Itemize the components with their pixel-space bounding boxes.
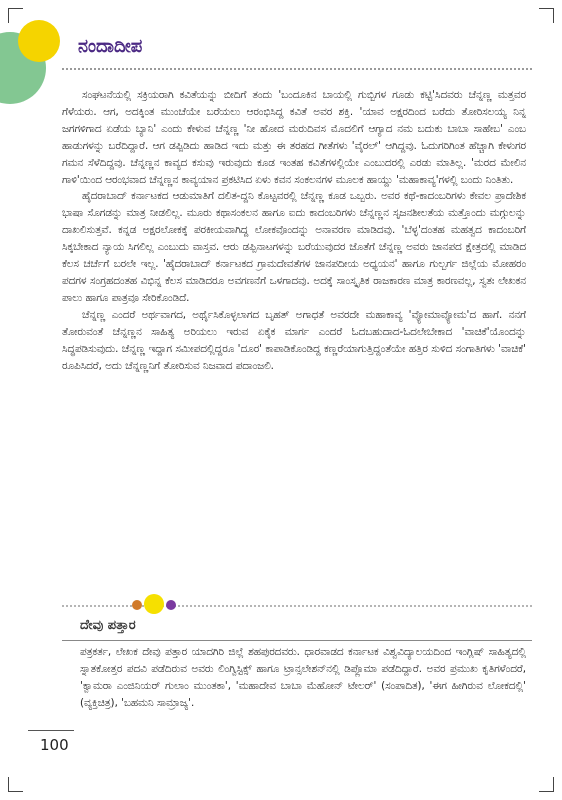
- article-paragraph: ಹೈದರಾಬಾದ್ ಕರ್ನಾಟಕದ ಆಡುಮಾತಿಗೆ ದಲಿತ-ದ್ದನಿ ಕೊಟ್ಟವರಲ್ಲಿ ಚೆನ್ನಣ್ಣ ಕೂಡ ಒಬ್ಬರು. ಅವರ ಕಥೆ-ಕಾದಂಬರಿಗಳು ಕೇವಲ ಪ್ರಾದೇಶಿಕ ಭಾಷಾ ಸೊಗಡನ್ನು ಮಾತ್ರ ನೀಡಲಿಲ್ಲ. ಮೂರು ಕಥಾಸಂಕಲನ ಹಾಗೂ ಐದು ಕಾದಂಬರಿಗಳು ಚೆನ್ನಣ್ಣನ ಸೃಜನಶೀಲತೆಯ ಮತ್ತೊಂದು ಮಗ್ಗುಲನ್ನು ದಾಖಲಿಸುತ್ತವೆ. ಕನ್ನಡ ಅಕ್ಷರಲೋಕಕ್ಕೆ ಪರಕೀಯವಾಗಿದ್ದ ಲೋಕವೊಂದನ್ನು ಅನಾವರಣ ಮಾಡಿದವು. 'ಬೆಳ್ಳ'ದಂತಹ ಮಹತ್ವದ ಕಾದಂಬರಿಗೆ ಸಿಕ್ಕಬೇಕಾದ ನ್ಯಾಯ ಸಿಗಲಿಲ್ಲ ಎಂಬುದು ವಾಸ್ತವ. ಆರು ಡಪ್ಪಿನಾಟಗಳನ್ನು ಬರೆಯುವುದರ ಜೊತೆಗೆ ಚೆನ್ನಣ್ಣ ಅವರು ಜಾನಪದ ಕ್ಷೇತ್ರದಲ್ಲಿ ಮಾಡಿದ ಕೆಲಸ ಚರ್ಚೆಗೆ ಬರಲೇ ಇಲ್ಲ. 'ಹೈದರಾಬಾದ್ ಕರ್ನಾಟಕದ ಗ್ರಾಮದೇವತೆಗಳ ಜಾನಪದೀಯ ಅಧ್ಯಯನ' ಹಾಗೂ ಗುಲ್ಬರ್ಗ ಜಿಲ್ಲೆಯ ಮೋಹರಂ ಪದಗಳ ಸಂಗ್ರಹದಂತಹ ವಿಭಿನ್ನ ಕೆಲಸ ಮಾಡಿದರೂ ಅವಗಣನೆಗೆ ಒಳಗಾದವು. ಅದಕ್ಕೆ ಸಾಂಸ್ಕೃತಿಕ ರಾಜಕಾರಣ ಮಾತ್ರ ಕಾರಣವಲ್ಲ, ಸ್ವತಃ ಲೇಖಕನ ಪಾಲು ಹಾಗೂ ಪಾತ್ರವೂ ಸೇರಿಕೊಂಡಿದೆ.: [62, 190, 526, 304]
- separator-purple-dot: [166, 600, 176, 610]
- page-number-rule: [28, 730, 74, 731]
- author-divider: [62, 640, 532, 641]
- article-paragraph: ಸಂಘಟನೆಯಲ್ಲಿ ಸಕ್ರಿಯರಾಗಿ ಕವಿತೆಯನ್ನು ಬೀದಿಗೆ ತಂದು 'ಬಂದೂಕಿನ ಬಾಯಲ್ಲಿ ಗುಬ್ಬಿಗಳ ಗೂಡು ಕಟ್ಟಿ'ಸಿದವರು ಚೆನ್ನಣ್ಣ ಮತ್ತವರ ಗೆಳೆಯರು. ಆಗ, ಅದಕ್ಕಿಂತ ಮುಂಚೆಯೇ ಬರೆಯಲು ಆರಂಭಿಸಿದ್ದ ಕವಿತೆ ಅವರ ಶಕ್ತಿ. 'ಯಾವ ಅಕ್ಷರದಿಂದ ಬರೆದು ತೋರಿಸಲಯ್ಯ ನಿನ್ನ ಜಗಗಳಿಗಾದ ಏಡೆಯ ಬ್ಯಾನಿ' ಎಂದು ಕೇಳುವ ಚೆನ್ನಣ್ಣ 'ನೀ ಹೋದ ಮರುದಿವಸ ಮೊದಲಿಗೆ ಆಗ್ಯಾದ ನಮ ಬದುಕು ಬಾಬಾ ಸಾಹೇಬ' ಎಂಬ ಹಾಡುಗಳನ್ನು ಬರೆದಿದ್ದಾರೆ. ಆಗ ಡಪ್ಪಿಡಿದು ಹಾಡಿದ ಇದು ಮತ್ತು ಈ ತರಹದ ಗೀತೆಗಳು 'ವೈರಲ್' ಆಗಿದ್ದವು. ಓದುಗರಿಗಿಂತ ಹೆಚ್ಚಾಗಿ ಕೇಳುಗರ ಗಮನ ಸೆಳೆದಿದ್ದವು. ಚೆನ್ನಣ್ಣನ ಕಾವ್ಯದ ಕಸುವು ಇರುವುದು ಕೂಡ ಇಂತಹ ಕವಿತೆಗಳಲ್ಲಿಯೇ ಎಂಬುದರಲ್ಲಿ ಎರಡು ಮಾತಿಲ್ಲ. 'ಮರದ ಮೇಲಿನ ಗಾಳಿ'ಯಿಂದ ಆರಂಭವಾದ ಚೆನ್ನಣ್ಣನ ಕಾವ್ಯಯಾನ ಪ್ರಕಟಿಸಿದ ಏಳು ಕವನ ಸಂಕಲನಗಳ ಮೂಲಕ ಹಾಯ್ದು 'ಮಹಾಕಾವ್ಯ'ಗಳಲ್ಲಿ ಬಂದು ನಿಂತಿತು.: [62, 89, 526, 186]
- separator-yellow-dot: [144, 594, 164, 614]
- crop-mark-bottom-right: [539, 777, 554, 792]
- page-number: 100: [40, 736, 69, 754]
- header-dotted-rule: [62, 68, 532, 70]
- crop-mark-top-right: [539, 8, 554, 23]
- crop-mark-top-left: [8, 8, 23, 23]
- section-title: ನಂದಾದೀಪ: [78, 36, 143, 57]
- author-name: ದೇವು ಪತ್ತಾರ: [80, 618, 136, 633]
- section-separator: [62, 596, 532, 616]
- article-body: [62, 87, 526, 374]
- author-bio: ಪತ್ರಕರ್ತ, ಲೇಖಕ ದೇವು ಪತ್ತಾರ ಯಾದಗಿರಿ ಜಿಲ್ಲೆ ಶಹಪುರದವರು. ಧಾರವಾಡದ ಕರ್ನಾಟಕ ವಿಶ್ವವಿದ್ಯಾಲಯದಿಂದ ಇಂಗ್ಲಿಷ್ ಸಾಹಿತ್ಯದಲ್ಲಿ ಸ್ನಾತಕೋತ್ತರ ಪದವಿ ಪಡೆದಿರುವ ಅವರು ಲಿಂಗ್ವಿಸ್ಟಿಕ್ಸ್ ಹಾಗೂ ಟ್ರಾನ್ಸಲೇಶನ್‌ನಲ್ಲಿ ಡಿಪ್ಲೊಮಾ ಪಡೆದಿದ್ದಾರೆ. ಅವರ ಪ್ರಮುಖ ಕೃತಿಗಳೆಂದರೆ, 'ಕ್ವಾಮರಾ ಎಂಜಿನಿಯರ್ ಗುಲಾಂ ಮುಂತಕಾ', 'ಮಹಾದೇವ ಬಾಬಾ ಮೆಹೋನ್ ಟೇಲರ್' (ಸಂಪಾದಿತ), 'ಈಗ ಹೀಗಿರುವ ಲೋಕದಲ್ಲಿ' (ವ್ಯಕ್ತಿಚಿತ್ರ), 'ಬಹಮನಿ ಸಾಮ್ರಾಜ್ಯ'.: [80, 646, 526, 709]
- separator-orange-dot: [132, 600, 142, 610]
- article-paragraph: ಚೆನ್ನಣ್ಣ ಎಂದರೆ ಅರ್ಥವಾಗದ, ಅರ್ಥೈಸಿಕೊಳ್ಳಲಾಗದ ಬೃಹತ್ ಅಗಾಧತೆ ಅವರದೇ ಮಹಾಕಾವ್ಯ 'ವ್ಯೋಮಾವ್ಯೋಮ'ದ ಹಾಗೆ. ನನಗೆ ತೋರುವಂತೆ ಚೆನ್ನಣ್ಣನ ಸಾಹಿತ್ಯ ಅರಿಯಲು ಇರುವ ಏಕೈಕ ಮಾರ್ಗ ಎಂದರೆ ಓದಬಹುದಾದ-ಓದಲೇಬೇಕಾದ 'ವಾಚಿಕೆ'ಯೊಂದನ್ನು ಸಿದ್ಧಪಡಿಸುವುದು. ಚೆನ್ನಣ್ಣ ಇದ್ದಾಗ ಸಮೀಪದಲ್ಲಿದ್ದರೂ 'ದೂರ' ಕಾಪಾಡಿಕೊಂಡಿದ್ದ ಕಣ್ಣರೆಯಾಗುತ್ತಿದ್ದಂತೆಯೇ ಹತ್ತಿರ ಸುಳಿದ ಸಂಗಾತಿಗಳು 'ವಾಚಿಕೆ' ರೂಪಿಸಿದರೆ, ಅದು ಚೆನ್ನಣ್ಣನಿಗೆ ತೋರಿಸುವ ನಿಜವಾದ ಪದಾಂಜಲಿ.: [62, 308, 526, 372]
- decorative-yellow-circle: [18, 20, 60, 62]
- crop-mark-bottom-left: [8, 777, 23, 792]
